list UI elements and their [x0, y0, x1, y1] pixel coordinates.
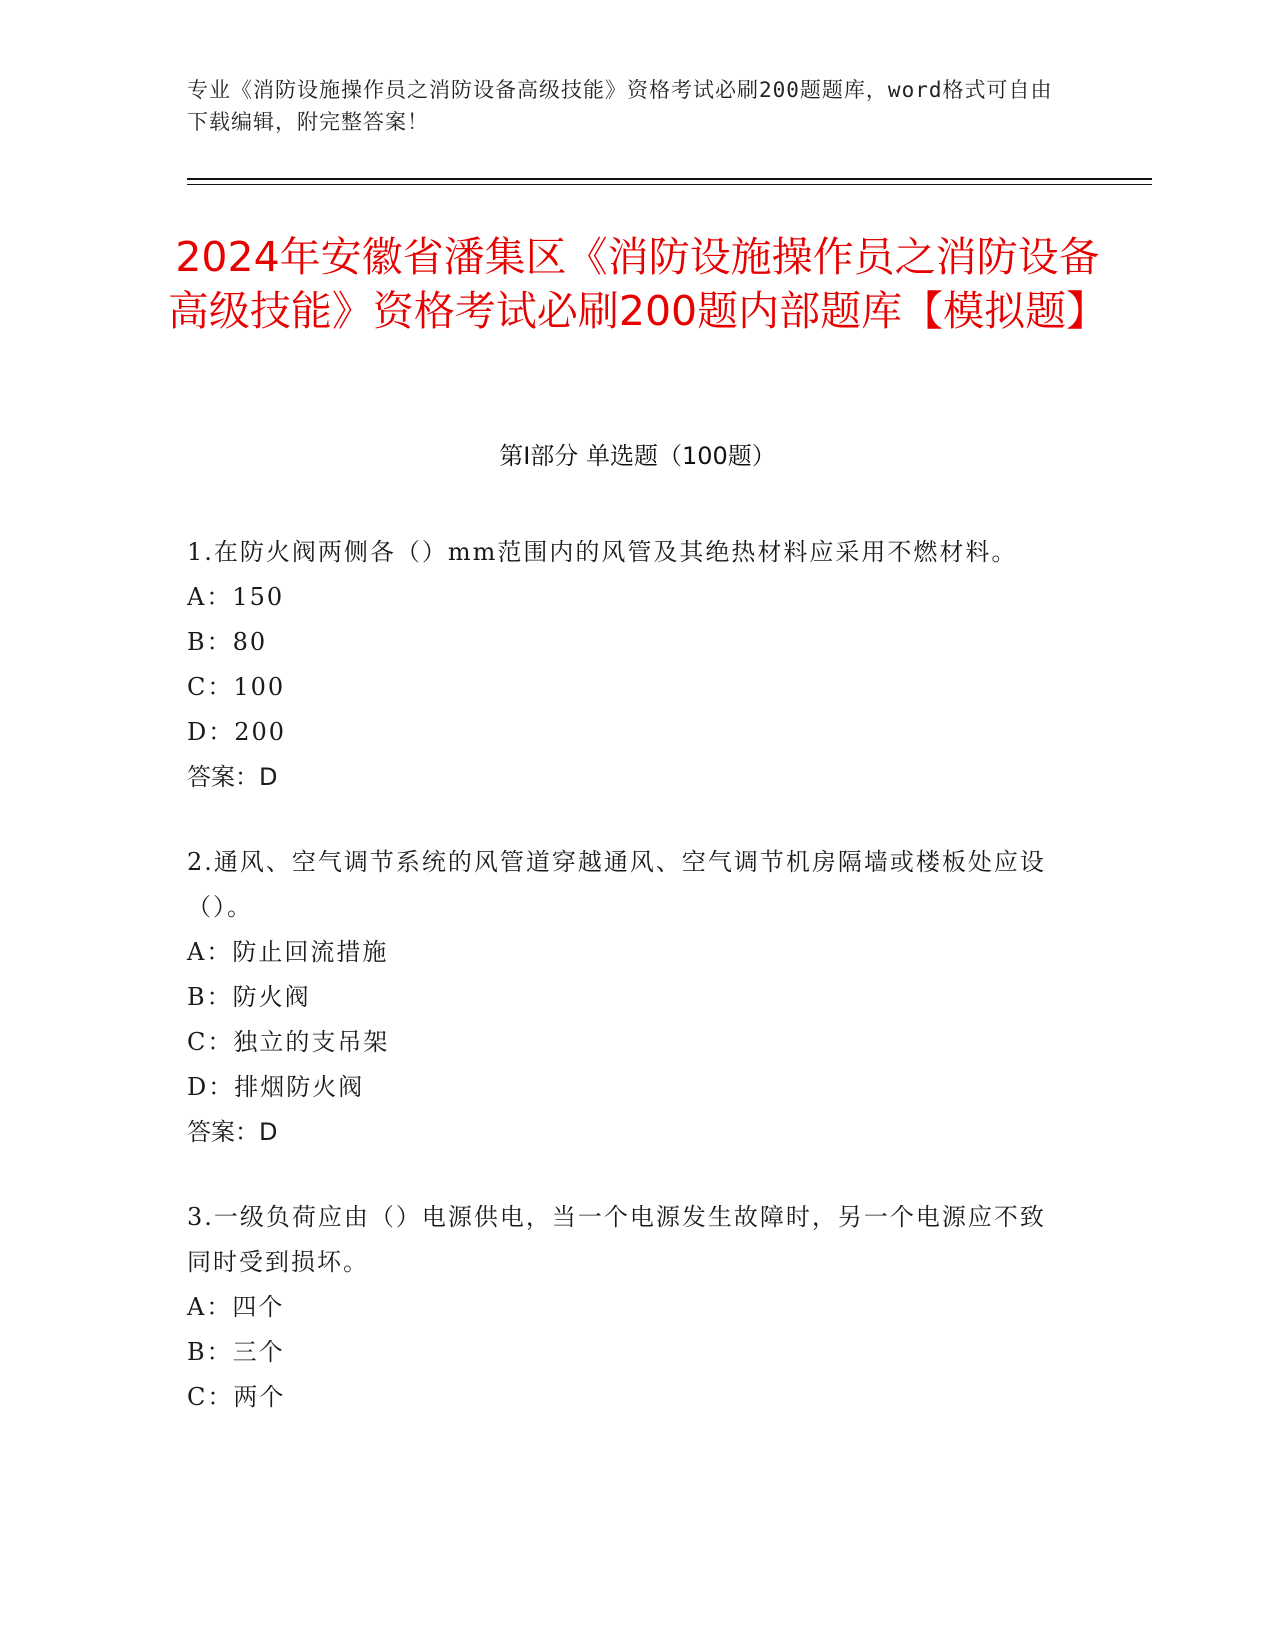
- option-c: C：独立的支吊架: [187, 1028, 390, 1056]
- option-b: B：三个: [187, 1338, 285, 1366]
- option-d: D：200: [187, 718, 287, 746]
- question-1: [187, 530, 1067, 800]
- header-note: 专业《消防设施操作员之消防设备高级技能》资格考试必刷200题题库，word格式可自由下载编辑，附完整答案！: [187, 78, 1053, 134]
- question-stem: 3.一级负荷应由（）电源供电，当一个电源发生故障时，另一个电源应不致同时受到损坏。: [187, 1203, 1046, 1276]
- option-a: A：四个: [187, 1293, 285, 1321]
- question-3: [187, 1195, 1067, 1420]
- question-stem: 1.在防火阀两侧各（）mm范围内的风管及其绝热材料应采用不燃材料。: [187, 538, 1018, 566]
- answer: 答案：D: [187, 1118, 278, 1146]
- header-rule-thin: [187, 184, 1152, 185]
- answer: 答案：D: [187, 763, 278, 791]
- option-b: B：80: [187, 628, 268, 656]
- option-c: C：100: [187, 673, 286, 701]
- question-list: [187, 530, 1067, 1460]
- question-stem: 2.通风、空气调节系统的风管道穿越通风、空气调节机房隔墙或楼板处应设（）。: [187, 848, 1046, 921]
- option-a: A：150: [187, 583, 285, 611]
- section-heading: 第Ⅰ部分 单选题（100题）: [499, 442, 776, 470]
- question-2: [187, 840, 1067, 1155]
- option-a: A：防止回流措施: [187, 938, 389, 966]
- document-title: 2024年安徽省潘集区《消防设施操作员之消防设备高级技能》资格考试必刷200题内部题库【模拟题】: [167, 233, 1108, 335]
- option-b: B：防火阀: [187, 983, 311, 1011]
- option-d: D：排烟防火阀: [187, 1073, 365, 1101]
- header-rule-thick: [187, 178, 1152, 180]
- option-c: C：两个: [187, 1383, 286, 1411]
